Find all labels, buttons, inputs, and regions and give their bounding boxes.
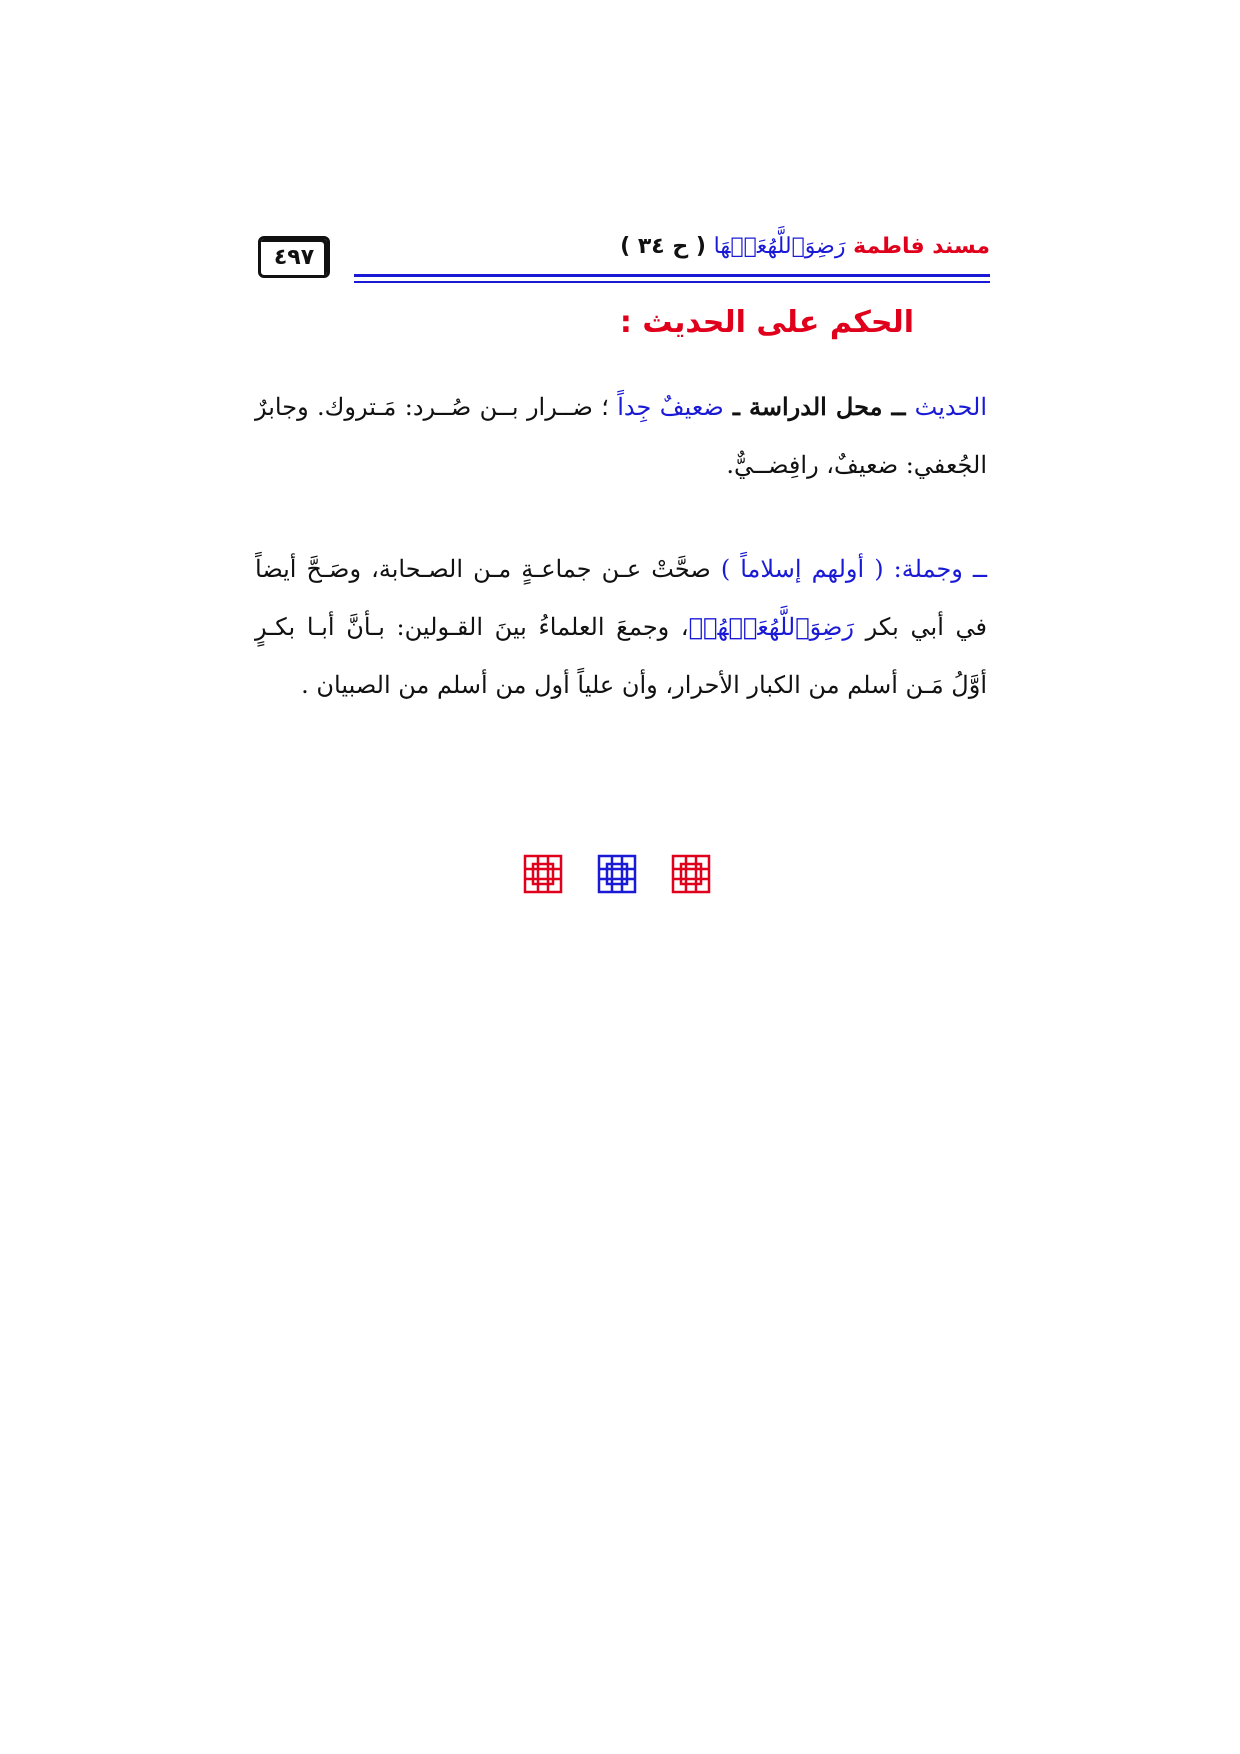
running-title-ref: ( ح ٣٤ ) bbox=[620, 234, 706, 259]
honorific-phrase: رَضِوَٱللَّهُعَنۡهُمۡ bbox=[688, 613, 854, 641]
running-title bbox=[620, 234, 990, 259]
running-title-honorific: رَضِوَٱللَّهُعَنۡهَا bbox=[713, 234, 846, 259]
paragraph-text-a: صحَّتْ عـن جماعـةٍ مـن الصـحابة، وصَـحَّ أيضاً في أبي بكر bbox=[255, 555, 987, 641]
page-number: ٤٩٧ bbox=[258, 236, 330, 278]
narrator-notes: ؛ ضــرار بــن صُــرد: مَـتروك. وجابرٌ الجُعفي: ضعيفٌ، رافِضــيٌّ. bbox=[255, 393, 987, 479]
paragraph-text-b: ، وجمعَ العلماءُ بينَ القـولين: بـأنَّ أبـا بكـرٍ أوَّلُ مَـن أسلم من الكبار الأحرار، وأن علياً أول من أسلم من الصبيان . bbox=[255, 613, 987, 699]
header-rule-thin bbox=[354, 281, 990, 283]
paragraph-first-muslim bbox=[255, 540, 987, 714]
knot-ornament-icon bbox=[522, 853, 564, 895]
grade-weak: ضعيفٌ جِداً bbox=[617, 393, 724, 421]
page-header bbox=[258, 230, 990, 286]
running-title-main: مسند فاطمة bbox=[853, 234, 990, 259]
section-title: الحكم على الحديث : bbox=[619, 305, 914, 340]
knot-ornament-icon bbox=[670, 853, 712, 895]
end-ornaments bbox=[522, 853, 712, 899]
term-hadith: الحديث bbox=[914, 393, 987, 421]
header-rule bbox=[354, 274, 990, 277]
knot-ornament-icon bbox=[596, 853, 638, 895]
phrase-first-muslim: ــ وجملة: ( أولهم إسلاماً ) bbox=[720, 555, 987, 583]
paragraph-ruling bbox=[255, 378, 987, 494]
study-subject: ــ محل الدراسة ـ bbox=[723, 392, 915, 421]
